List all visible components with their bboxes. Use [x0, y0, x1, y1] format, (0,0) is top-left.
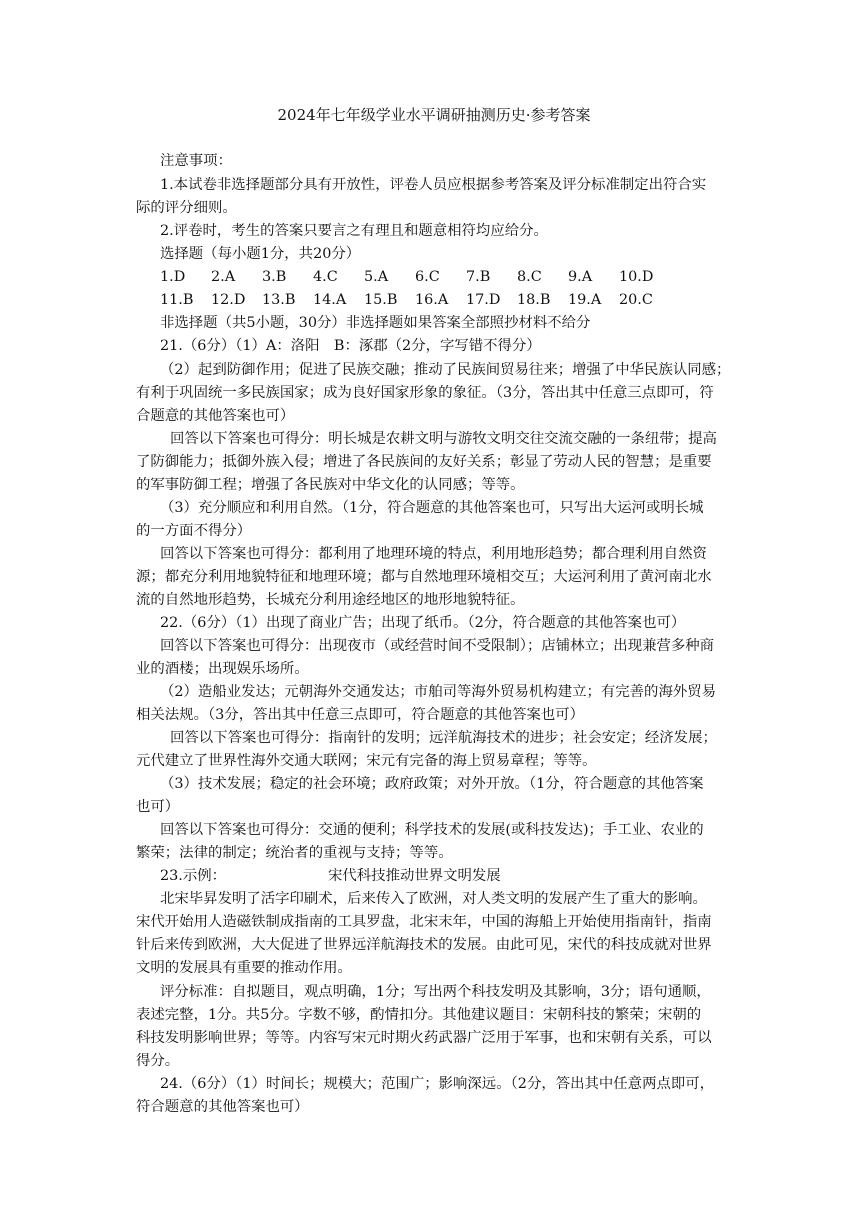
q21-part-3-line-2: 的一方面不得分） [136, 523, 252, 539]
choice-answer: 16.A [415, 292, 449, 308]
q21-part-3-alt-line-3: 流的自然地形趋势，长城充分利用途经地区的地形地貌特征。 [136, 592, 525, 608]
q24-part-1-line-1: 24.（6分）（1）时间长；规模大；范围广；影响深远。（2分，答出其中任意两点即可， [160, 1076, 715, 1092]
q22-part-1-alt-line-2: 业的酒楼；出现娱乐场所。 [136, 661, 309, 677]
q21-part-2-line-3: 合题意的其他答案也可） [136, 408, 295, 424]
q21-part-2-alt-line-1: 回答以下答案也可得分：明长城是农耕文明与游牧文明交往交流交融的一条纽带；提高 [170, 431, 717, 447]
q22-part-2-line-2: 相关法规。（3分，答出其中任意三点即可，符合题意的其他答案也可） [136, 707, 585, 723]
q21-part-2-line-1: （2）起到防御作用；促进了民族交融；推动了民族间贸易往来；增强了中华民族认同感； [160, 362, 731, 378]
choice-answer: 11.B [160, 292, 194, 308]
q23-topic: 宋代科技推动世界文明发展 [328, 868, 501, 884]
choice-answer: 6.C [415, 269, 440, 285]
q22-part-1-alt-line-1: 回答以下答案也可得分：出现夜市（或经营时间不受限制）；店铺林立；出现兼营多种商 [160, 638, 715, 654]
choice-answer: 9.A [568, 269, 593, 285]
choice-answer: 19.A [568, 292, 602, 308]
choice-answer: 15.B [364, 292, 398, 308]
q21-part-2-line-2: 有利于巩固统一多民族国家；成为良好国家形象的象征。（3分，答出其中任意三点即可，符 [136, 385, 714, 401]
q24-part-1-line-2: 符合题意的其他答案也可） [136, 1099, 309, 1115]
q22-part-3-alt-line-2: 繁荣；法律的制定；统治者的重视与支持；等等。 [136, 845, 453, 861]
choice-answer: 3.B [262, 269, 287, 285]
q22-part-2-line-1: （2）造船业发达；元朝海外交通发达；市舶司等海外贸易机构建立；有完善的海外贸易 [160, 684, 717, 700]
q23-essay-line-4: 文明的发展具有重要的推动作用。 [136, 960, 352, 976]
choice-answer: 7.B [466, 269, 491, 285]
choice-answer: 2.A [211, 269, 236, 285]
q21-part-2-alt-line-3: 的军事防御工程；增强了各民族对中华文化的认同感；等等。 [136, 477, 525, 493]
nonchoice-header: 非选择题（共5小题，30分）非选择题如果答案全部照抄材料不给分 [160, 315, 591, 331]
choice-answer: 13.B [262, 292, 296, 308]
q23-criteria-line-2: 表述完整，1分。共5分。字数不够，酌情扣分。其他建议题目：宋朝科技的繁荣；宋朝的 [136, 1007, 702, 1023]
q22-part-1: 22.（6分）（1）出现了商业广告；出现了纸币。（2分，符合题意的其他答案也可） [160, 615, 686, 631]
choice-answer: 10.D [619, 269, 654, 285]
q22-part-2-alt-line-2: 元代建立了世界性海外交通大联网；宋元有完备的海上贸易章程；等等。 [136, 753, 597, 769]
choice-answer: 8.C [517, 269, 542, 285]
q21-part-3-alt-line-1: 回答以下答案也可得分：都利用了地理环境的特点，利用地形趋势；都合理利用自然资 [160, 546, 707, 562]
q23-essay-line-1: 北宋毕昇发明了活字印刷术，后来传入了欧洲，对人类文明的发展产生了重大的影响。 [160, 891, 707, 907]
notes-header: 注意事项： [160, 153, 232, 169]
note-2: 2.评卷时，考生的答案只要言之有理且和题意相符均应给分。 [160, 223, 548, 239]
q22-part-2-alt-line-1: 回答以下答案也可得分：指南针的发明；远洋航海技术的进步；社会安定；经济发展； [170, 730, 717, 746]
choice-answer: 14.A [313, 292, 347, 308]
choice-header: 选择题（每小题1分，共20分） [160, 246, 361, 262]
note-1-line-2: 际的评分细则。 [136, 200, 237, 216]
q21-part-3-alt-line-2: 源；都充分利用地貌特征和地理环境；都与自然地理环境相交互；大运河利用了黄河南北水 [136, 569, 712, 585]
q23-essay-line-3: 针后来传到欧洲，大大促进了世界远洋航海技术的发展。由此可见，宋代的科技成就对世界 [136, 937, 712, 953]
choices-row-1 [160, 268, 670, 286]
q21-part-2-alt-line-2: 了防御能力；抵御外族入侵；增进了各民族间的友好关系；彰显了劳动人民的智慧；是重要 [136, 454, 712, 470]
choice-answer: 4.C [313, 269, 338, 285]
q22-part-3-line-1: （3）技术发展；稳定的社会环境；政府政策；对外开放。（1分，符合题意的其他答案 [160, 776, 704, 792]
document-title: 2024年七年级学业水平调研抽测历史·参考答案 [277, 106, 591, 124]
choices-row-2 [160, 291, 670, 309]
q23-essay-line-2: 宋代开始用人造磁铁制成指南的工具罗盘，北宋末年，中国的海船上开始使用指南针，指南 [136, 914, 712, 930]
q23-criteria-line-4: 得分。 [136, 1053, 180, 1069]
note-1-line-1: 1.本试卷非选择题部分具有开放性，评卷人员应根据参考答案及评分标准制定出符合实 [160, 177, 707, 193]
choice-answer: 17.D [466, 292, 501, 308]
choice-answer: 5.A [364, 269, 389, 285]
q23-criteria-line-3: 科技发明影响世界；等等。内容写宋元时期火药武器广泛用于军事，也和宋朝有关系，可以 [136, 1030, 712, 1046]
q21-part-1: 21.（6分）（1）A：洛阳 B：涿郡（2分，字写错不得分） [160, 338, 541, 354]
choice-answer: 12.D [211, 292, 246, 308]
q22-part-3-alt-line-1: 回答以下答案也可得分：交通的便利；科学技术的发展(或科技发达)；手工业、农业的 [160, 822, 704, 838]
choice-answer: 1.D [160, 269, 186, 285]
choice-answer: 18.B [517, 292, 551, 308]
q22-part-3-line-2: 也可） [136, 799, 180, 815]
q23-label: 23.示例： [160, 868, 227, 884]
q21-part-3-line-1: （3）充分顺应和利用自然。（1分，符合题意的其他答案也可，只写出大运河或明长城 [160, 500, 704, 516]
q23-criteria-line-1: 评分标准：自拟题目，观点明确，1分；写出两个科技发明及其影响，3分；语句通顺， [160, 984, 711, 1000]
choice-answer: 20.C [619, 292, 653, 308]
